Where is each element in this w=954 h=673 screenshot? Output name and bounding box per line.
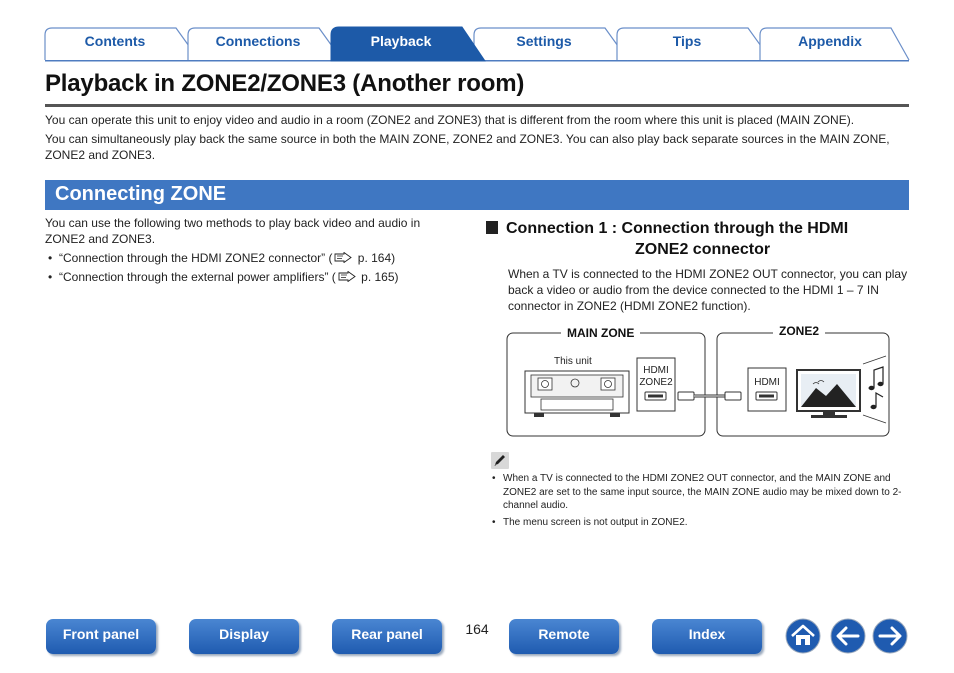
connection-1-description: When a TV is connected to the HDMI ZONE2 OUT connector, you can play back a video or audio from the device connected to the HDMI 1 – 7 IN connector in ZONE2 (HDMI ZONE2 function). <box>508 267 908 313</box>
hdmi-zone2-label <box>639 365 673 389</box>
tab-connections[interactable]: Connections <box>215 33 301 49</box>
heading-line-1: Connection 1 : Connection through the HDMI <box>506 220 849 237</box>
hdmi-cable-icon <box>678 392 741 400</box>
pencil-icon <box>491 452 509 469</box>
page-reference-icon <box>338 271 356 282</box>
tab-tips[interactable]: Tips <box>672 33 702 49</box>
note-pencil-icon <box>491 452 509 469</box>
top-tab-bar <box>0 0 954 62</box>
av-receiver-icon <box>525 371 629 417</box>
this-unit-label: This unit <box>554 356 592 367</box>
title-divider <box>45 104 909 107</box>
notes-list <box>491 472 911 529</box>
page-number: 164 <box>465 621 489 637</box>
notes-section <box>491 472 911 532</box>
tab-shapes <box>0 0 954 62</box>
section-title: Connecting ZONE <box>55 183 227 205</box>
tab-playback[interactable]: Playback <box>370 33 432 49</box>
link-text[interactable]: “Connection through the external power amplifiers” ( <box>59 270 336 284</box>
list-item[interactable] <box>45 269 455 285</box>
front-panel-button[interactable]: Front panel <box>46 619 156 654</box>
list-item: • When a TV is connected to the HDMI ZONE2 OUT connector, and the MAIN ZONE and ZONE2 are set to the same input source, the MAIN ZONE audio may be mixed down to 2-channel audio. <box>491 472 911 513</box>
tab-contents[interactable]: Contents <box>84 33 146 49</box>
display-button[interactable]: Display <box>189 619 299 654</box>
link-page[interactable]: p. 165) <box>357 270 399 284</box>
square-bullet-icon <box>486 221 498 234</box>
back-button[interactable] <box>830 618 866 654</box>
remote-button[interactable]: Remote <box>509 619 619 654</box>
hdmi-zone2-label-line-1: HDMI <box>643 365 669 376</box>
tv-icon <box>797 370 860 418</box>
tv-hdmi-port-box <box>748 368 786 411</box>
home-button[interactable] <box>785 618 821 654</box>
list-item: • The menu screen is not output in ZONE2. <box>491 516 911 530</box>
zone2-label: ZONE2 <box>773 324 825 338</box>
tv-hdmi-label: HDMI <box>754 377 780 388</box>
method-list <box>45 250 455 285</box>
section-header <box>45 180 909 210</box>
link-page[interactable]: p. 164) <box>354 251 396 265</box>
tab-appendix[interactable]: Appendix <box>798 33 862 49</box>
main-zone-label: MAIN ZONE <box>561 326 640 340</box>
rear-panel-button[interactable]: Rear panel <box>332 619 442 654</box>
page-title: Playback in ZONE2/ZONE3 (Another room) <box>45 70 525 97</box>
hdmi-port-icon <box>645 392 666 400</box>
hdmi-port-icon <box>756 392 777 400</box>
section-intro <box>45 215 455 288</box>
intro-paragraph-1: You can operate this unit to enjoy video and audio in a room (ZONE2 and ZONE3) that is different from the room where this unit is placed (MAIN ZONE). <box>45 113 855 127</box>
tab-settings[interactable]: Settings <box>516 33 572 49</box>
intro-text <box>45 112 909 166</box>
hdmi-zone2-label-line-2: ZONE2 <box>639 377 673 388</box>
heading-line-2: ZONE2 connector <box>635 241 771 258</box>
page-reference-icon <box>334 252 352 263</box>
link-text[interactable]: “Connection through the HDMI ZONE2 connector” ( <box>59 251 333 265</box>
connection-diagram <box>505 322 895 440</box>
list-item[interactable] <box>45 250 455 266</box>
forward-button[interactable] <box>872 618 908 654</box>
intro-paragraph-2: You can simultaneously play back the same source in both the MAIN ZONE, ZONE2 and ZONE3. You can also play back separate sources in the MAIN ZONE, ZONE2 and ZONE3. <box>45 132 890 162</box>
section-intro-text: You can use the following two methods to play back video and audio in ZONE2 and ZONE3. <box>45 216 421 246</box>
index-button[interactable]: Index <box>652 619 762 654</box>
